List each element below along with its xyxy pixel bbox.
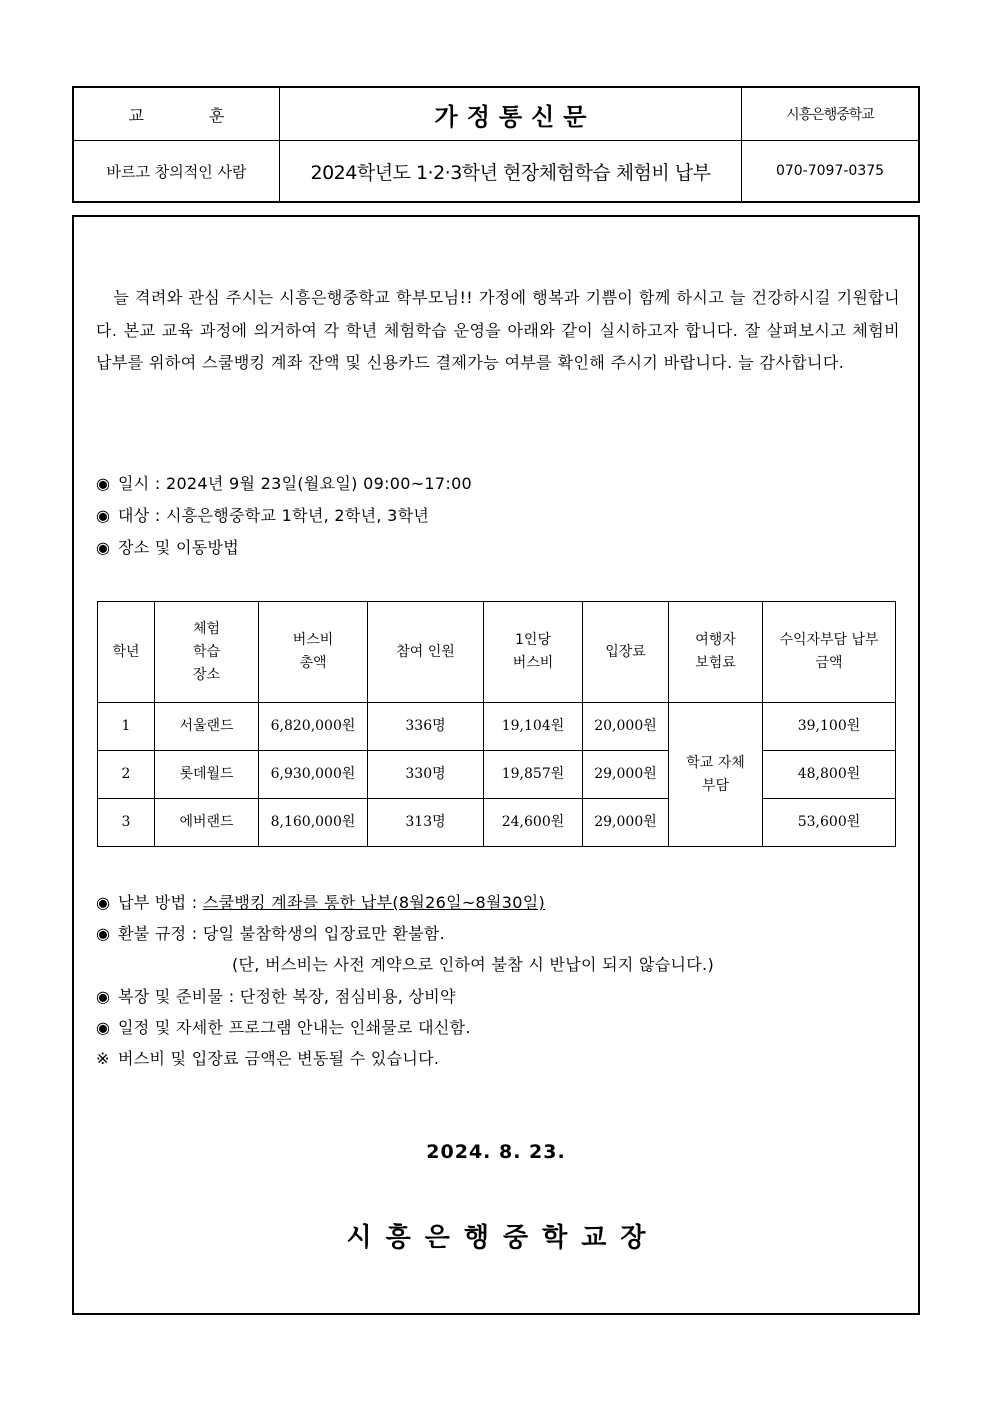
- table-row: [98, 703, 896, 751]
- target-text: 대상 : 시흥은행중학교 1학년, 2학년, 3학년: [118, 506, 430, 525]
- refund-note: (단, 버스비는 사전 계약으로 인하여 불참 시 반납이 되지 않습니다.): [232, 955, 714, 974]
- bullet-marker: ◉: [96, 474, 111, 493]
- disclaimer: [96, 1046, 439, 1069]
- motto-cell: [74, 141, 280, 201]
- bullet-refund: [96, 921, 445, 944]
- intro-paragraph: [96, 282, 900, 380]
- intro-text: 늘 격려와 관심 주시는 시흥은행중학교 학부모님!! 가정에 행복과 기쁨이 함께 하시고 늘 건강하시길 기원합니다. 본교 교육 과정에 의거하여 각 학년 체험학습 운영을 아래와 같이 실시하고자 합니다. 잘 살펴보시고 체험비 납부를 위하여 스쿨뱅킹 계좌 잔액 및 신용카드 결제가능 여부를 확인해 주시기 바랍니다. 늘 감사합니다.: [96, 288, 900, 372]
- letter-body: [72, 215, 920, 1315]
- refund-text: 환불 규정 : 당일 불참학생의 입장료만 환불함.: [118, 924, 446, 943]
- table-cell: 330명: [368, 751, 484, 799]
- newsletter-title: 가정통신문: [434, 102, 596, 131]
- table-row: [98, 751, 896, 799]
- header-text: 학교 자체 부담: [686, 754, 745, 794]
- bullet-target: [96, 503, 429, 526]
- bullet-marker: ◉: [96, 924, 111, 943]
- table-cell: 53,600원: [763, 799, 896, 847]
- bullet-payment: [96, 890, 545, 913]
- subject-cell: [280, 141, 742, 201]
- clothing-text: 복장 및 준비물 : 단정한 복장, 점심비용, 상비약: [118, 987, 456, 1006]
- table-cell: 서울랜드: [155, 703, 259, 751]
- motto-label-cell: [74, 88, 280, 141]
- header-text: 입장료: [605, 643, 646, 660]
- column-header: [259, 602, 368, 703]
- disclaimer-text: 버스비 및 입장료 금액은 변동될 수 있습니다.: [118, 1049, 440, 1068]
- issue-date: 2024. 8. 23.: [426, 1141, 566, 1163]
- payment-method: 스쿨뱅킹 계좌를 통한 납부(8월26일~8월30일): [202, 893, 546, 912]
- bullet-marker: ◉: [96, 1018, 111, 1037]
- header-text: 1인당 버스비: [512, 632, 554, 671]
- table-cell: 롯데월드: [155, 751, 259, 799]
- table-cell: 에버랜드: [155, 799, 259, 847]
- table-cell: 313명: [368, 799, 484, 847]
- header-text: 참여 인원: [396, 643, 455, 660]
- school-motto: 바르고 창의적인 사람: [106, 162, 247, 181]
- phone-cell: [742, 141, 918, 201]
- newsletter-title-cell: [280, 88, 742, 141]
- table-cell: 48,800원: [763, 751, 896, 799]
- header-text: 버스비 총액: [292, 632, 334, 671]
- table-cell: 29,000원: [583, 799, 669, 847]
- bullet-marker: ◉: [96, 538, 111, 557]
- table-cell: 8,160,000원: [259, 799, 368, 847]
- table-cell: 20,000원: [583, 703, 669, 751]
- column-header: [583, 602, 669, 703]
- column-header: [98, 602, 155, 703]
- place-text: 장소 및 이동방법: [118, 538, 240, 557]
- column-header: [484, 602, 583, 703]
- header-table: [72, 86, 920, 203]
- bullet-clothing: [96, 984, 456, 1007]
- datetime-text: 일시 : 2024년 9월 23일(월요일) 09:00~17:00: [118, 474, 473, 493]
- bullet-marker: ◉: [96, 506, 111, 525]
- table-cell: 19,104원: [484, 703, 583, 751]
- column-header: [155, 602, 259, 703]
- payment-label: 납부 방법 :: [118, 893, 203, 912]
- column-header: [763, 602, 896, 703]
- fee-table: [97, 601, 896, 847]
- school-phone: 070-7097-0375: [775, 163, 885, 179]
- school-name-cell: [742, 88, 918, 141]
- table-cell: 2: [98, 751, 155, 799]
- header-text: 학년: [112, 643, 140, 660]
- table-cell: 1: [98, 703, 155, 751]
- bullet-schedule: [96, 1015, 471, 1038]
- document-subject: 2024학년도 1·2·3학년 현장체험학습 체험비 납부: [310, 161, 711, 184]
- column-header: [368, 602, 484, 703]
- table-cell: 29,000원: [583, 751, 669, 799]
- reference-mark: ※: [96, 1049, 110, 1068]
- insurance-merged-cell: [669, 703, 763, 847]
- school-name: 시흥은행중학교: [786, 107, 874, 123]
- table-cell: 24,600원: [484, 799, 583, 847]
- motto-label: 교 훈: [128, 105, 255, 125]
- table-cell: 336명: [368, 703, 484, 751]
- column-header: [669, 602, 763, 703]
- header-text: 여행자 보험료: [695, 632, 736, 671]
- table-cell: 6,930,000원: [259, 751, 368, 799]
- schedule-text: 일정 및 자세한 프로그램 안내는 인쇄물로 대신함.: [118, 1018, 471, 1037]
- table-cell: 19,857원: [484, 751, 583, 799]
- bullet-place: [96, 535, 239, 558]
- table-cell: 39,100원: [763, 703, 896, 751]
- header-text: 수익자부담 납부 금액: [779, 632, 879, 671]
- table-header-row: [98, 602, 896, 703]
- bullet-marker: ◉: [96, 893, 111, 912]
- table-cell: 3: [98, 799, 155, 847]
- table-cell: 6,820,000원: [259, 703, 368, 751]
- principal-signature: 시흥은행중학교장: [346, 1223, 660, 1253]
- bullet-marker: ◉: [96, 987, 111, 1006]
- bullet-datetime: [96, 471, 472, 494]
- table-row: [98, 799, 896, 847]
- header-text: 체험 학습 장소: [192, 620, 221, 683]
